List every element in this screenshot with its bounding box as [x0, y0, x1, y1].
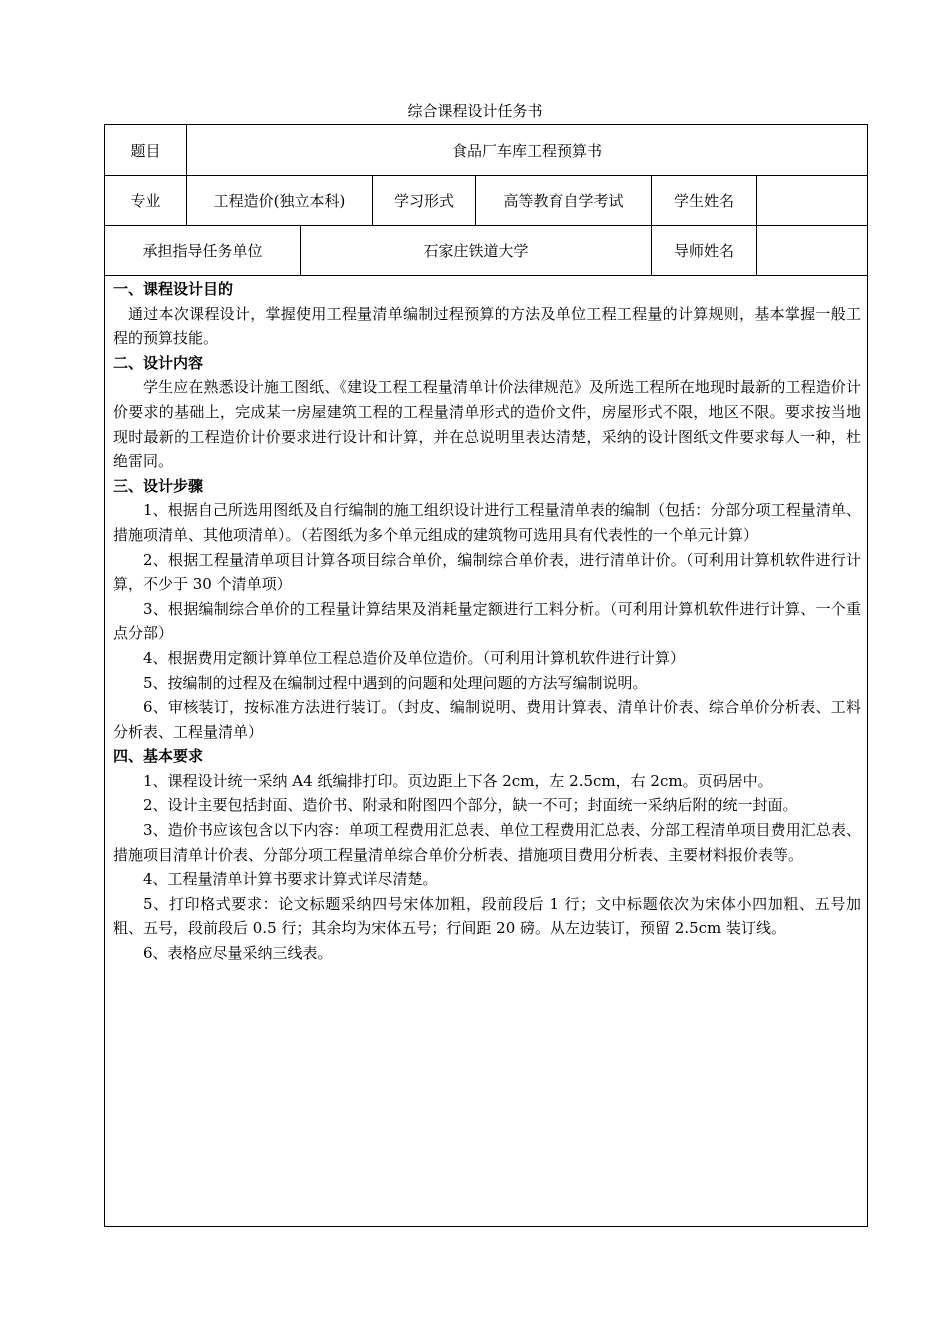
- requirement-item: 4、工程量清单计算书要求计算式详尽清楚。: [143, 870, 438, 889]
- unit-value: 石家庄铁道大学: [423, 241, 529, 260]
- topic-label: 题目: [130, 141, 161, 160]
- study-form-value: 高等教育自学考试: [503, 191, 624, 210]
- step-item: 5、按编制的过程及在编制过程中遇到的问题和处理问题的方法写编制说明。: [143, 673, 648, 692]
- student-name-value: [757, 175, 867, 225]
- tutor-label: 导师姓名: [673, 241, 734, 260]
- requirement-item: 6、表格应尽量采纳三线表。: [143, 944, 333, 963]
- content-paragraph: 学生应在熟悉设计施工图纸、《建设工程工程量清单计价法律规范》及所选工程所在地现时最新的工程造价计价要求的基础上，完成某一房屋建筑工程的工程量清单形式的造价文件，房屋形式不限，地区不限。要求按当地现时最新的工程造价计价要求进行设计和计算，并在总说明里表达清楚，采纳的设计图纸文件要求每人一种，杜绝雷同。: [113, 378, 861, 471]
- topic-value: 食品厂车库工程预算书: [451, 141, 602, 160]
- section-heading-content: 二、设计内容: [113, 353, 204, 372]
- requirement-item: 3、造价书应该包含以下内容：单项工程费用汇总表、单位工程费用汇总表、分部工程清单项目费用汇总表、措施项目清单计价表、分部分项工程量清单综合单价分析表、措施项目费用分析表、主要材料报价表等。: [113, 821, 861, 864]
- row-divider: [105, 275, 867, 276]
- step-item: 2、根据工程量清单项目计算各项目综合单价，编制综合单价表，进行清单计价。（可利用计算机软件进行计算，不少于 30 个清单项）: [113, 550, 861, 594]
- study-form-label: 学习形式: [393, 191, 454, 210]
- task-table: [104, 124, 868, 1227]
- document-title: 综合课程设计任务书: [407, 102, 543, 120]
- student-name-label: 学生姓名: [673, 191, 734, 210]
- requirement-item: 2、设计主要包括封面、造价书、附录和附图四个部分，缺一不可；封面统一采纳后附的统一封面。: [143, 796, 798, 815]
- step-item: 1、根据自己所选用图纸及自行编制的施工组织设计进行工程量清单表的编制（包括：分部分项工程量清单、措施项清单、其他项清单）。（若图纸为多个单元组成的建筑物可选用具有代表性的一个单元计算）: [113, 501, 861, 544]
- section-heading-requirements: 四、基本要求: [113, 747, 204, 766]
- unit-label: 承担指导任务单位: [142, 241, 263, 260]
- purpose-paragraph: 通过本次课程设计，掌握使用工程量清单编制过程预算的方法及单位工程工程量的计算规则，基本掌握一般工程的预算技能。: [113, 304, 861, 348]
- requirement-item: 5、打印格式要求：论文标题采纳四号宋体加粗，段前段后 1 行；文中标题依次为宋体小四加粗、五号加粗、五号，段前段后 0.5 行；其余均为宋体五号；行间距 20 磅。从左边装订，预留 2.5cm 装订线。: [113, 894, 861, 938]
- task-body: [113, 277, 861, 966]
- requirement-item: 1、课程设计统一采纳 A4 纸编排打印。页边距上下各 2cm，左 2.5cm，右 2cm。页码居中。: [143, 771, 773, 790]
- step-item: 4、根据费用定额计算单位工程总造价及单位造价。（可利用计算机软件进行计算）: [143, 648, 686, 667]
- section-heading-purpose: 一、课程设计目的: [113, 280, 234, 298]
- step-item: 3、根据编制综合单价的工程量计算结果及消耗量定额进行工料分析。（可利用计算机软件进行计算、一个重点分部）: [113, 599, 861, 643]
- section-heading-steps: 三、设计步骤: [113, 476, 204, 495]
- tutor-value: [757, 225, 867, 275]
- major-value: 工程造价(独立本科): [213, 191, 346, 210]
- major-label: 专业: [130, 191, 161, 210]
- step-item: 6、审核装订，按标准方法进行装订。（封皮、编制说明、费用计算表、清单计价表、综合单价分析表、工料分析表、工程量清单）: [113, 698, 861, 741]
